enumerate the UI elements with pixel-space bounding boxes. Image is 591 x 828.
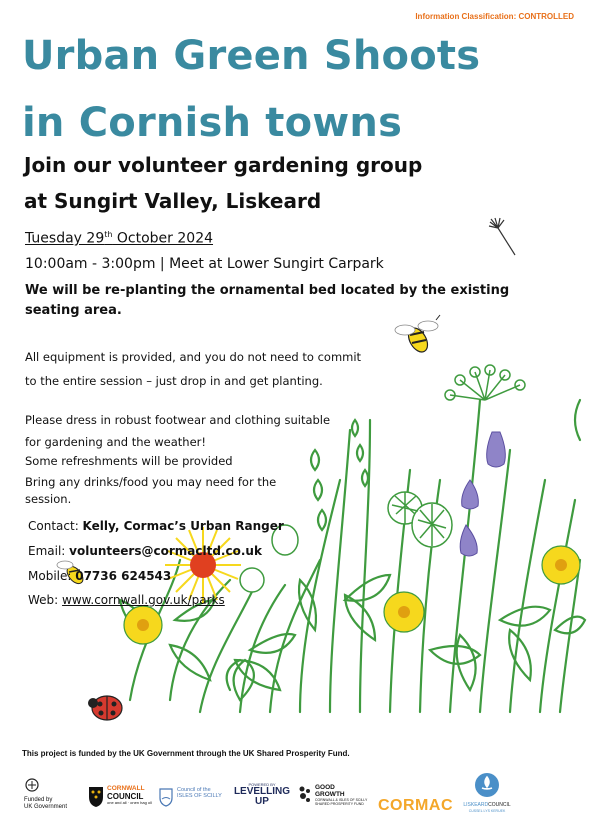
scilly-crest-icon [158,787,174,807]
funding-statement: This project is funded by the UK Government through the UK Shared Prosperity Fund. [22,749,350,758]
contact-value: Kelly, Cormac’s Urban Ranger [82,519,284,533]
event-task: We will be re-planting the ornamental bed located by the existing seating area. [25,283,510,319]
contact-label: Contact: [28,519,83,533]
goodgrowth-line-3: CORNWALL & ISLES OF SCILLY [315,798,368,802]
email-link[interactable]: volunteers@cormacltd.co.uk [69,544,262,558]
mobile-line [28,570,171,582]
good-growth-logo [298,785,378,806]
equipment-text-1: All equipment is provided, and you do not need to commit [25,350,362,364]
scilly-line-2: ISLES OF SCILLY [177,793,222,800]
liskeard-council-logo [462,772,512,813]
event-date-ordinal: th [104,230,113,239]
isles-of-scilly-logo [158,787,224,807]
ukgov-line-2: UK Government [24,803,68,810]
royal-crest-icon [24,778,40,792]
liskeard-line-2: CUSSEL LYS KERUEK [468,808,506,813]
umbel-flower [445,365,525,400]
mobile-label: Mobile: [28,569,76,583]
page-title-line-2: in Cornish towns [22,100,403,146]
cornwall-line-1: CORNWALL [107,785,145,792]
good-growth-dots-icon [298,785,312,805]
liskeard-word-1: LISKEARD [463,802,489,808]
ukgov-line-1: Funded by [24,797,53,803]
mobile-value: 07736 624543 [75,569,172,583]
cornwall-line-2: COUNCIL [107,791,144,801]
levelling-line-3: UP [255,796,269,808]
classification-label: Information Classification: CONTROLLED [415,12,574,21]
event-time-place: 10:00am - 3:00pm | Meet at Lower Sungirt Carpark [25,256,384,272]
cornwall-shield-icon [88,786,104,808]
uk-government-logo [24,778,79,810]
goodgrowth-line-2: GROWTH [315,790,345,798]
scilly-line-1: Council of the [177,787,211,793]
dress-text-1: Please dress in robust footwear and clothing suitable [25,413,331,427]
event-date [25,230,213,247]
cornwall-council-logo [88,786,158,808]
web-line [28,594,225,606]
red-flower [165,527,241,603]
event-date-month: October 2024 [112,230,214,247]
subtitle-line-1: Join our volunteer gardening group [24,153,423,177]
liskeard-word-2: COUNCIL [488,802,511,808]
web-link[interactable]: www.cornwall.gov.uk/parks [62,593,225,607]
dress-text-2: for gardening and the weather! [25,435,207,449]
levelling-line-2: LEVELLING [233,786,291,798]
cormac-logo: CORMAC [378,797,453,814]
goodgrowth-line-1: GOOD [315,784,335,791]
liskeard-emblem-icon [474,772,500,798]
email-label: Email: [28,544,70,558]
equipment-text-2: to the entire session – just drop in and get planting. [25,374,323,388]
bring-food-text: Bring any drinks/food you may need for the session. [25,475,277,506]
contact-line [28,520,284,532]
levelling-line-1: POWERED BY [248,782,276,787]
levelling-up-logo [232,783,292,807]
liskeard-line-1 [462,803,512,809]
dandelion-seed-icon [489,218,515,255]
cornwall-line-3: one and all · onen hag oll [107,799,152,805]
web-label: Web: [28,593,63,607]
page-title-line-1: Urban Green Shoots [22,33,481,79]
refreshments-text: Some refreshments will be provided [25,454,233,468]
ladybird-icon [88,696,122,720]
email-line [28,545,262,557]
event-date-day: Tuesday 29 [25,230,105,247]
subtitle-line-2: at Sungirt Valley, Liskeard [24,189,322,213]
goodgrowth-line-4: SHARED PROSPERITY FUND [315,802,364,807]
